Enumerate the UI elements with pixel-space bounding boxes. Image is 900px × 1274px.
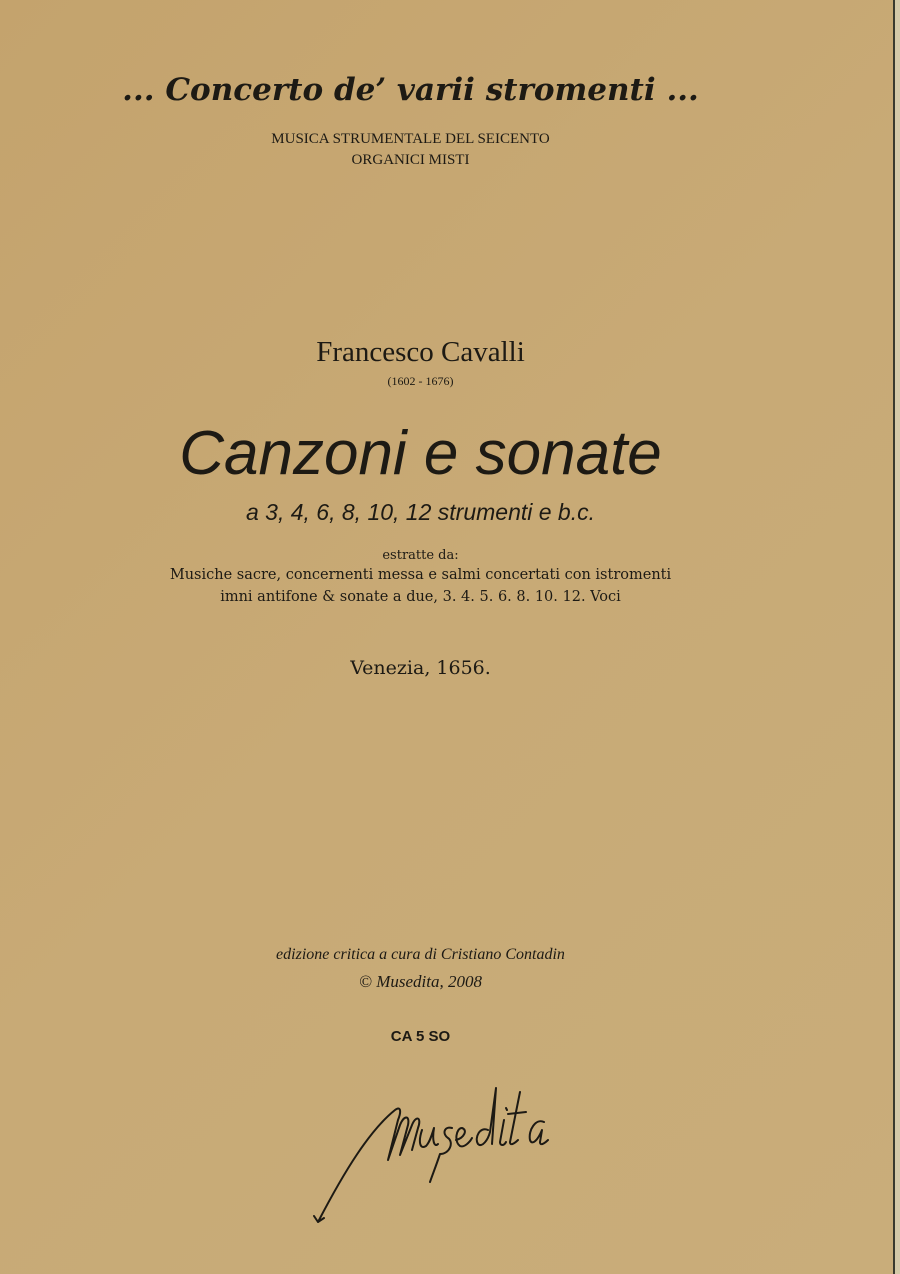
place-date: Venezia, 1656. (350, 657, 491, 679)
series-subtitle-2: ORGANICI MISTI (351, 152, 470, 168)
composer-name: Francesco Cavalli (316, 336, 525, 368)
series-subtitle-1: MUSICA STRUMENTALE DEL SEICENTO (271, 131, 550, 147)
work-title: Canzoni e sonate (179, 419, 662, 488)
source-line-1: Musiche sacre, concernenti messa e salmi concertati con istromenti (169, 567, 672, 583)
catalog-code: CA 5 SO (390, 1028, 451, 1045)
extracted-label: estratte da: (382, 548, 459, 563)
copyright: © Musedita, 2008 (359, 972, 482, 991)
page-edge (893, 0, 900, 1274)
musedita-logo-icon (300, 1070, 560, 1230)
source-line-2: imni antifone & sonate a due, 3. 4. 5. 6. 8. 10. 12. Voci (220, 589, 621, 605)
instrumentation: a 3, 4, 6, 8, 10, 12 strumenti e b.c. (245, 499, 596, 525)
series-title: ... Concerto de’ varii stromenti ... (122, 72, 699, 108)
composer-dates: (1602 - 1676) (387, 374, 454, 388)
editor-credit: edizione critica a cura di Cristiano Contadin (276, 946, 565, 963)
